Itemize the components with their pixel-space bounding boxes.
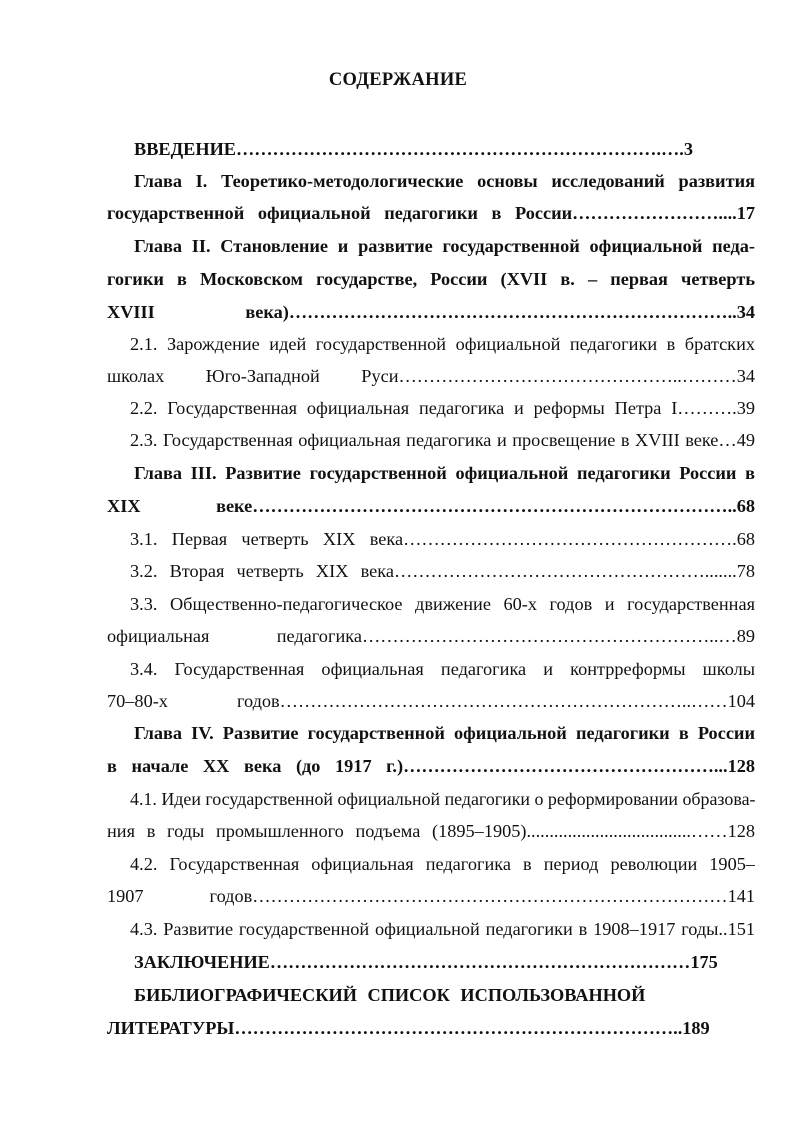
toc-entry-3-4: 3.4. Государственная официальная педагогика и контрреформы школы	[130, 659, 755, 679]
toc-entry-chapter-1-cont: государственной официальной педагогики в России……………………....17	[107, 203, 755, 223]
toc-entry-introduction: ВВЕДЕНИЕ…………………………………………………………….….3	[134, 139, 694, 159]
toc-entry-2-3: 2.3. Государственная официальная педагогика и просвещение в XVIII веке…49	[130, 430, 755, 450]
toc-entry-4-2-cont: 1907 годов……………………………………………………………………141	[107, 886, 755, 906]
toc-entry-bibliography-cont: ЛИТЕРАТУРЫ………………………………………………………………..189	[107, 1018, 710, 1038]
toc-entry-4-1: 4.1. Идеи государственной официальной педагогики о реформировании образова-	[130, 789, 755, 809]
toc-entry-3-2: 3.2. Вторая четверть XIX века…………………………………………….......78	[130, 561, 755, 581]
toc-entry-chapter-3: Глава III. Развитие государственной официальной педагогики России в	[134, 463, 755, 483]
toc-entry-conclusion: ЗАКЛЮЧЕНИЕ……………………………………………………………175	[134, 952, 718, 972]
toc-entry-chapter-2: Глава II. Становление и развитие государственной официальной педа-	[134, 236, 755, 256]
toc-entry-chapter-4: Глава IV. Развитие государственной официальной педагогики в России	[134, 723, 755, 743]
toc-entry-chapter-2-end: XVIII века)………………………………………………………………..34	[107, 302, 755, 322]
toc-entry-chapter-1: Глава I. Теоретико-методологические основы исследований развития	[134, 171, 755, 191]
toc-entry-chapter-3-cont: XIX веке……………………………………………………………………..68	[107, 496, 755, 516]
toc-entry-3-1: 3.1. Первая четверть XIX века……………………………………………….68	[130, 529, 755, 549]
toc-entry-4-2: 4.2. Государственная официальная педагогика в период революции 1905–	[130, 854, 755, 874]
toc-entry-4-3: 4.3. Развитие государственной официальной педагогики в 1908–1917 годы..151	[130, 919, 755, 939]
toc-entry-chapter-4-cont: в начале XX века (до 1917 г.)……………………………………………...128	[107, 756, 755, 776]
toc-entry-3-3: 3.3. Общественно-педагогическое движение 60-х годов и государственная	[130, 594, 755, 614]
toc-entry-2-1: 2.1. Зарождение идей государственной официальной педагогики в братских	[130, 334, 755, 354]
toc-entry-3-3-cont: официальная педагогика…………………………………………………..…89	[107, 626, 755, 646]
page-title: СОДЕРЖАНИЕ	[328, 70, 468, 90]
toc-entry-2-2: 2.2. Государственная официальная педагогика и реформы Петра I……….39	[130, 398, 755, 418]
toc-entry-3-4-cont: 70–80-х годов…………………………………………………………..……104	[107, 691, 755, 711]
toc-entry-4-1-cont: ния в годы промышленного подъема (1895–1905)....................................……128	[107, 821, 755, 841]
toc-entry-chapter-2-cont: гогики в Московском государстве, России (XVII в. – первая четверть	[107, 269, 755, 289]
toc-entry-2-1-cont: школах Юго-Западной Руси………………………………………..………34	[107, 366, 755, 386]
toc-entry-bibliography: БИБЛИОГРАФИЧЕСКИЙ СПИСОК ИСПОЛЬЗОВАННОЙ	[134, 985, 646, 1005]
